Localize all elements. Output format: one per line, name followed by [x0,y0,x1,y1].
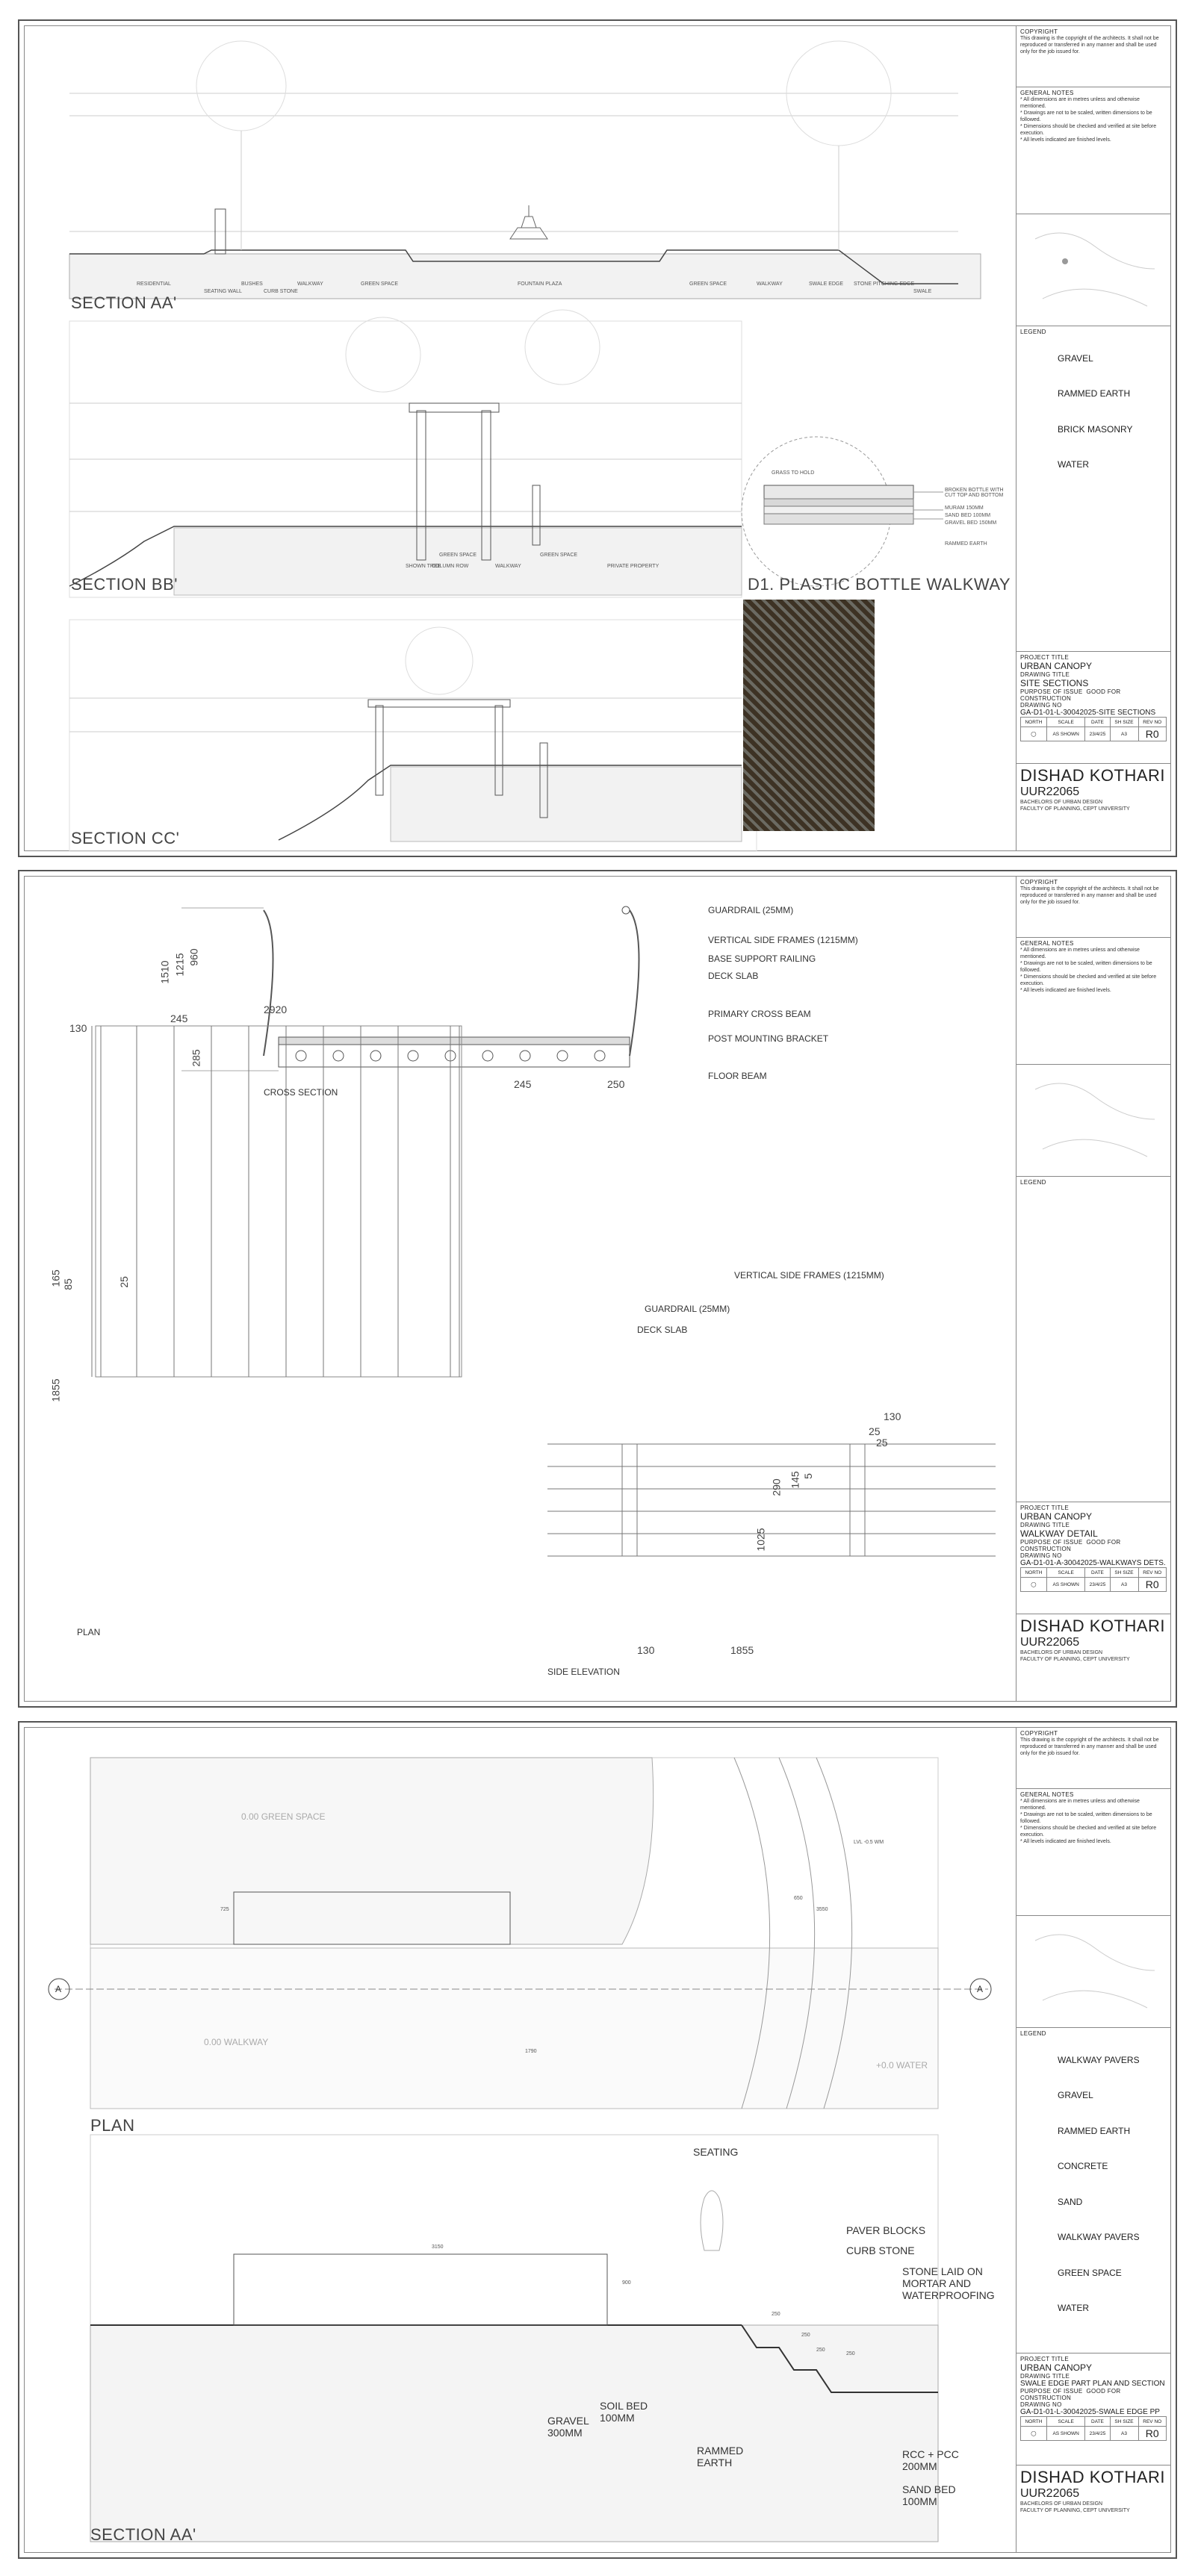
col-size: SH SIZE [1110,718,1138,727]
d1-sand-label: SAND BED 100MM [945,513,991,518]
walkway-detail-drawing [25,877,1016,1704]
col-scale: SCALE [1046,718,1085,727]
course: BACHELORS OF URBAN DESIGN [1020,800,1103,805]
author-name: DISHAD KOTHARI [1020,766,1166,785]
dim-130: 130 [69,1022,87,1034]
note-1: * All dimensions are in metres unless and otherwise mentioned. [1020,1799,1140,1811]
bb-label-6: PRIVATE PROPERTY [607,564,659,569]
note-1: * All dimensions are in metres unless and otherwise mentioned. [1020,948,1140,959]
section-aa-title: SECTION AA' [71,293,177,312]
plan-dim-725: 725 [220,1907,229,1912]
notes-heading: GENERAL NOTES [1020,940,1074,947]
sec-dim-250b: 250 [801,2333,810,2338]
sheet-site-sections [18,19,1177,857]
purpose-line [1020,2388,1167,2401]
drawing-area [25,1728,1016,2552]
sheet-frame [24,1727,1171,2553]
sheet-frame [24,25,1171,851]
plan-dim-3550: 3550 [816,1907,828,1912]
size-value: A3 [1110,727,1138,741]
section-marker-left: A [55,1984,62,1994]
rev-value: R0 [1138,727,1167,741]
dim-1215: 1215 [173,953,186,977]
title-block [1016,877,1170,1701]
note-4: * All levels indicated are finished levels. [1020,988,1111,993]
plan-callout-deck: DECK SLAB [637,1325,688,1335]
swale-edge-drawing [25,1728,1016,2555]
drawing-info-table [1020,2416,1167,2441]
sec-dim-900: 900 [622,2280,631,2286]
callout-vertical-frames: VERTICAL SIDE FRAMES (1215MM) [708,935,858,945]
dim-se-130: 130 [884,1410,901,1422]
copyright-box [1016,1728,1170,1789]
callout-primary-beam: PRIMARY CROSS BEAM [708,1009,811,1019]
plan-dim-650: 650 [794,1896,803,1901]
author-roll: UUR22065 [1020,785,1080,798]
date-value: 23/4/25 [1085,2427,1110,2441]
copyright-heading: COPYRIGHT [1020,879,1058,886]
purpose-heading: PURPOSE OF ISSUE [1020,688,1083,695]
drawing-title: SITE SECTIONS [1020,678,1089,688]
dim-se-1025: 1025 [754,1528,767,1552]
author-roll: UUR22065 [1020,1636,1080,1649]
aa-label-2: SEATING WALL [204,289,242,294]
callout-seating: SEATING [693,2146,739,2158]
author-box [1016,1614,1170,1704]
course: BACHELORS OF URBAN DESIGN [1020,2501,1103,2507]
dim-250: 250 [607,1078,625,1090]
lvl-label: LVL -0.5 WM [854,1840,884,1845]
col-size: SH SIZE [1110,2417,1138,2427]
drawing-no: GA-D1-01-L-30042025-SWALE EDGE PP [1020,2408,1160,2416]
author-roll: UUR22065 [1020,2487,1080,2500]
aa-label-7: FOUNTAIN PLAZA [518,281,562,287]
callout-post-bracket: POST MOUNTING BRACKET [708,1033,829,1044]
note-4: * All levels indicated are finished levels. [1020,137,1111,143]
section-bb-graphic [69,310,742,597]
legend-walkway-pavers: WALKWAY PAVERS [1058,2055,1140,2065]
aa-label-8: GREEN SPACE [689,281,727,287]
legend-sand: SAND [1058,2197,1083,2207]
copyright-text: This drawing is the copyright of the architects. It shall not be reproduced or transferred in any manner and shall be used only for the job issued for. [1020,36,1159,55]
section-graphic [90,2135,938,2542]
drawing-info-table [1020,1567,1167,1592]
col-rev: REV NO [1138,1568,1167,1578]
side-elevation-title: SIDE ELEVATION [547,1667,620,1677]
sec-dim-250d: 250 [846,2351,855,2356]
drawing-no-heading: DRAWING NO [1020,2401,1062,2408]
notes-heading: GENERAL NOTES [1020,1791,1074,1798]
drawing-title-heading: DRAWING TITLE [1020,1522,1070,1528]
callout-deck-slab: DECK SLAB [708,971,759,981]
project-box [1016,652,1170,764]
col-date: DATE [1085,718,1110,727]
callout-stone-mortar: STONE LAID ON MORTAR AND WATERPROOFING [902,2265,995,2301]
note-3: * Dimensions should be checked and verified at site before execution. [1020,124,1157,136]
scale-value: AS SHOWN [1046,727,1085,741]
bb-label-2: COLUMN ROW [432,564,469,569]
callout-soil-bed: SOIL BED 100MM [600,2400,648,2424]
aa-label-11: STONE PITCHING EDGE [854,281,915,287]
drawing-title: SWALE EDGE PART PLAN AND SECTION [1020,2380,1165,2388]
copyright-box [1016,877,1170,938]
col-north: NORTH [1021,2417,1047,2427]
key-plan-graphic [1020,217,1165,321]
dim-se-290: 290 [770,1478,783,1496]
purpose-line [1020,688,1167,702]
note-2: * Drawings are not to be scaled, written dimensions to be followed. [1020,111,1152,122]
dim-1510: 1510 [158,960,171,984]
copyright-heading: COPYRIGHT [1020,1730,1058,1737]
dim-25: 25 [117,1276,130,1288]
sheet-swale-edge [18,1721,1177,2559]
drawing-title: WALKWAY DETAIL [1020,1528,1098,1539]
col-date: DATE [1085,2417,1110,2427]
key-plan-graphic [1020,1918,1165,2023]
col-rev: REV NO [1138,2417,1167,2427]
copyright-box [1016,26,1170,87]
callout-rcc-pcc: RCC + PCC 200MM [902,2448,959,2472]
d1-bottle-label: BROKEN BOTTLE WITH CUT TOP AND BOTTOM [945,488,1004,498]
drawing-area [25,26,1016,850]
legend-green-space: GREEN SPACE [1058,2268,1122,2278]
side-elevation-graphic [547,1444,996,1556]
d1-title: D1. PLASTIC BOTTLE WALKWAY [748,575,1011,594]
callout-floor-beam: FLOOR BEAM [708,1071,767,1081]
legend-brick-masonry: BRICK MASONRY [1058,424,1133,435]
aa-label-1: RESIDENTIAL [137,281,171,287]
legend-concrete: CONCRETE [1058,2161,1108,2171]
purpose-heading: PURPOSE OF ISSUE [1020,2388,1083,2395]
d1-gravel-label: GRAVEL BED 150MM [945,520,997,526]
north-arrow-icon: ◯ [1021,2427,1047,2441]
purpose-heading: PURPOSE OF ISSUE [1020,1539,1083,1546]
note-1: * All dimensions are in metres unless and otherwise mentioned. [1020,97,1140,109]
purpose-value: GOOD FOR CONSTRUCTION [1020,688,1121,702]
bb-label-3: GREEN SPACE [439,553,477,558]
drawing-no: GA-D1-01-A-30042025-WALKWAYS DETS. [1020,1559,1166,1567]
drawing-title-heading: DRAWING TITLE [1020,2373,1070,2380]
rev-value: R0 [1138,2427,1167,2441]
dim-245: 245 [514,1078,532,1090]
callout-rammed-earth: RAMMED EARTH [697,2445,744,2468]
col-north: NORTH [1021,1568,1047,1578]
callout-base-support: BASE SUPPORT RAILING [708,953,816,964]
project-title-heading: PROJECT TITLE [1020,2356,1069,2362]
aa-label-6: GREEN SPACE [361,281,399,287]
drawing-title-heading: DRAWING TITLE [1020,671,1070,678]
note-3: * Dimensions should be checked and verified at site before execution. [1020,974,1157,986]
project-title: URBAN CANOPY [1020,661,1093,671]
bb-label-1: SHOWN TREE [406,564,441,569]
section-bb-title: SECTION BB' [71,575,178,594]
legend-walkway-pavers-2: WALKWAY PAVERS [1058,2232,1140,2242]
drawing-no-heading: DRAWING NO [1020,1552,1062,1559]
aa-label-10: SWALE EDGE [809,281,844,287]
col-rev: REV NO [1138,718,1167,727]
tag-water: +0.0 WATER [876,2060,928,2071]
note-2: * Drawings are not to be scaled, written dimensions to be followed. [1020,1812,1152,1824]
dim-se-145: 145 [789,1471,801,1489]
callout-sand-bed: SAND BED 100MM [902,2483,956,2507]
dim-se-1855: 1855 [730,1644,754,1656]
legend-rammed-earth: RAMMED EARTH [1058,388,1131,399]
d1-murum-label: MURAM 150MM [945,505,984,511]
title-block [1016,26,1170,850]
project-box [1016,1502,1170,1614]
notes-box [1016,87,1170,214]
north-arrow-icon: ◯ [1021,727,1047,741]
note-2: * Drawings are not to be scaled, written dimensions to be followed. [1020,961,1152,973]
legend-box [1016,1177,1170,1502]
sec-dim-250c: 250 [816,2348,825,2353]
callout-paver-blocks: PAVER BLOCKS [846,2224,926,2236]
drawing-info-table [1020,717,1167,741]
copyright-heading: COPYRIGHT [1020,28,1058,35]
author-box [1016,2465,1170,2555]
title-block [1016,1728,1170,2552]
dim-se-25a: 25 [869,1425,881,1437]
project-box [1016,2353,1170,2465]
plan-title: PLAN [90,2116,135,2135]
dim-165: 165 [49,1269,62,1287]
plan-graphic [92,1026,462,1377]
callout-curb-stone: CURB STONE [846,2244,915,2256]
section-cc-title: SECTION CC' [71,829,180,847]
cross-section-title: CROSS SECTION [264,1087,338,1098]
dim-se-130b: 130 [637,1644,655,1656]
dim-960: 960 [187,948,200,966]
notes-box [1016,938,1170,1065]
dim-2920: 2920 [264,1004,288,1015]
plan-callout-guardrail: GUARDRAIL (25MM) [645,1304,730,1314]
date-value: 23/4/25 [1085,727,1110,741]
col-scale: SCALE [1046,2417,1085,2427]
legend-heading: LEGEND [1020,1179,1046,1186]
col-date: DATE [1085,1568,1110,1578]
key-plan-box [1016,1065,1170,1177]
col-size: SH SIZE [1110,1568,1138,1578]
tag-walkway: 0.00 WALKWAY [204,2037,269,2047]
purpose-line [1020,1539,1167,1552]
bb-label-4: WALKWAY [495,564,521,569]
key-plan-box [1016,1916,1170,2028]
purpose-value: GOOD FOR CONSTRUCTION [1020,2388,1121,2401]
note-3: * Dimensions should be checked and verified at site before execution. [1020,1826,1157,1838]
d1-detail-graphic [742,437,943,586]
legend-gravel: GRAVEL [1058,2090,1093,2100]
author-box [1016,764,1170,853]
project-title-heading: PROJECT TITLE [1020,1505,1069,1511]
dim-se-25b: 25 [876,1437,888,1449]
author-name: DISHAD KOTHARI [1020,1617,1166,1635]
faculty: FACULTY OF PLANNING, CEPT UNIVERSITY [1020,2508,1130,2513]
course: BACHELORS OF URBAN DESIGN [1020,1650,1103,1655]
section-cc-graphic [69,620,757,851]
dim-85: 85 [61,1278,74,1290]
drawing-area [25,877,1016,1701]
project-title-heading: PROJECT TITLE [1020,654,1069,661]
legend-water: WATER [1058,2303,1089,2313]
section-title: SECTION AA' [90,2525,196,2544]
legend-rammed-earth: RAMMED EARTH [1058,2126,1131,2136]
aa-label-12: SWALE [913,289,932,294]
key-plan-graphic [1020,1067,1165,1172]
faculty: FACULTY OF PLANNING, CEPT UNIVERSITY [1020,1657,1130,1662]
project-title: URBAN CANOPY [1020,2362,1093,2373]
bb-label-5: GREEN SPACE [540,553,578,558]
section-marker-right: A [977,1984,984,1994]
bottle-walkway-photo [743,600,875,831]
cross-section-graphic [181,906,639,1071]
d1-rammed-label: RAMMED EARTH [945,541,987,547]
tag-green-space: 0.00 GREEN SPACE [241,1811,326,1822]
plan-dim-1790: 1790 [525,2049,537,2054]
date-value: 23/4/25 [1085,1578,1110,1592]
scale-value: AS SHOWN [1046,2427,1085,2441]
callout-gravel: GRAVEL 300MM [547,2415,589,2439]
col-north: NORTH [1021,718,1047,727]
faculty: FACULTY OF PLANNING, CEPT UNIVERSITY [1020,806,1130,812]
aa-label-3: BUSHES [241,281,263,287]
sheet-frame [24,876,1171,1702]
north-arrow-icon: ◯ [1021,1578,1047,1592]
notes-heading: GENERAL NOTES [1020,90,1074,96]
aa-label-4: CURB STONE [264,289,298,294]
sec-dim-250a: 250 [772,2312,780,2317]
author-name: DISHAD KOTHARI [1020,2468,1166,2486]
col-scale: SCALE [1046,1568,1085,1578]
dim-285: 285 [190,1049,202,1067]
legend-box [1016,326,1170,652]
copyright-text: This drawing is the copyright of the architects. It shall not be reproduced or transferred in any manner and shall be used only for the job issued for. [1020,1737,1159,1756]
aa-label-5: WALKWAY [297,281,323,287]
legend-gravel: GRAVEL [1058,353,1093,364]
legend-heading: LEGEND [1020,2030,1046,2037]
dim-245p: 245 [170,1012,188,1024]
size-value: A3 [1110,1578,1138,1592]
key-plan-box [1016,214,1170,326]
callout-guardrail: GUARDRAIL (25MM) [708,905,794,915]
plan-callout-frames: VERTICAL SIDE FRAMES (1215MM) [734,1270,884,1281]
purpose-value: GOOD FOR CONSTRUCTION [1020,1539,1121,1552]
notes-box [1016,1789,1170,1916]
size-value: A3 [1110,2427,1138,2441]
dim-se-5: 5 [801,1473,814,1479]
section-aa-graphic [69,41,981,299]
sheet-walkway-detail [18,870,1177,1708]
drawing-no: GA-D1-01-L-30042025-SITE SECTIONS [1020,709,1156,717]
copyright-text: This drawing is the copyright of the architects. It shall not be reproduced or transferred in any manner and shall be used only for the job issued for. [1020,886,1159,905]
scale-value: AS SHOWN [1046,1578,1085,1592]
aa-label-9: WALKWAY [757,281,783,287]
plan-title: PLAN [77,1627,101,1637]
note-4: * All levels indicated are finished levels. [1020,1839,1111,1844]
rev-value: R0 [1138,1578,1167,1592]
legend-water: WATER [1058,459,1089,470]
project-title: URBAN CANOPY [1020,1511,1093,1522]
plan-graphic [49,1758,991,2109]
drawing-no-heading: DRAWING NO [1020,702,1062,709]
sec-dim-3150: 3150 [432,2244,444,2250]
dim-1855: 1855 [49,1378,62,1402]
d1-grass-label: GRASS TO HOLD [772,470,815,476]
legend-box [1016,2028,1170,2353]
legend-heading: LEGEND [1020,329,1046,335]
